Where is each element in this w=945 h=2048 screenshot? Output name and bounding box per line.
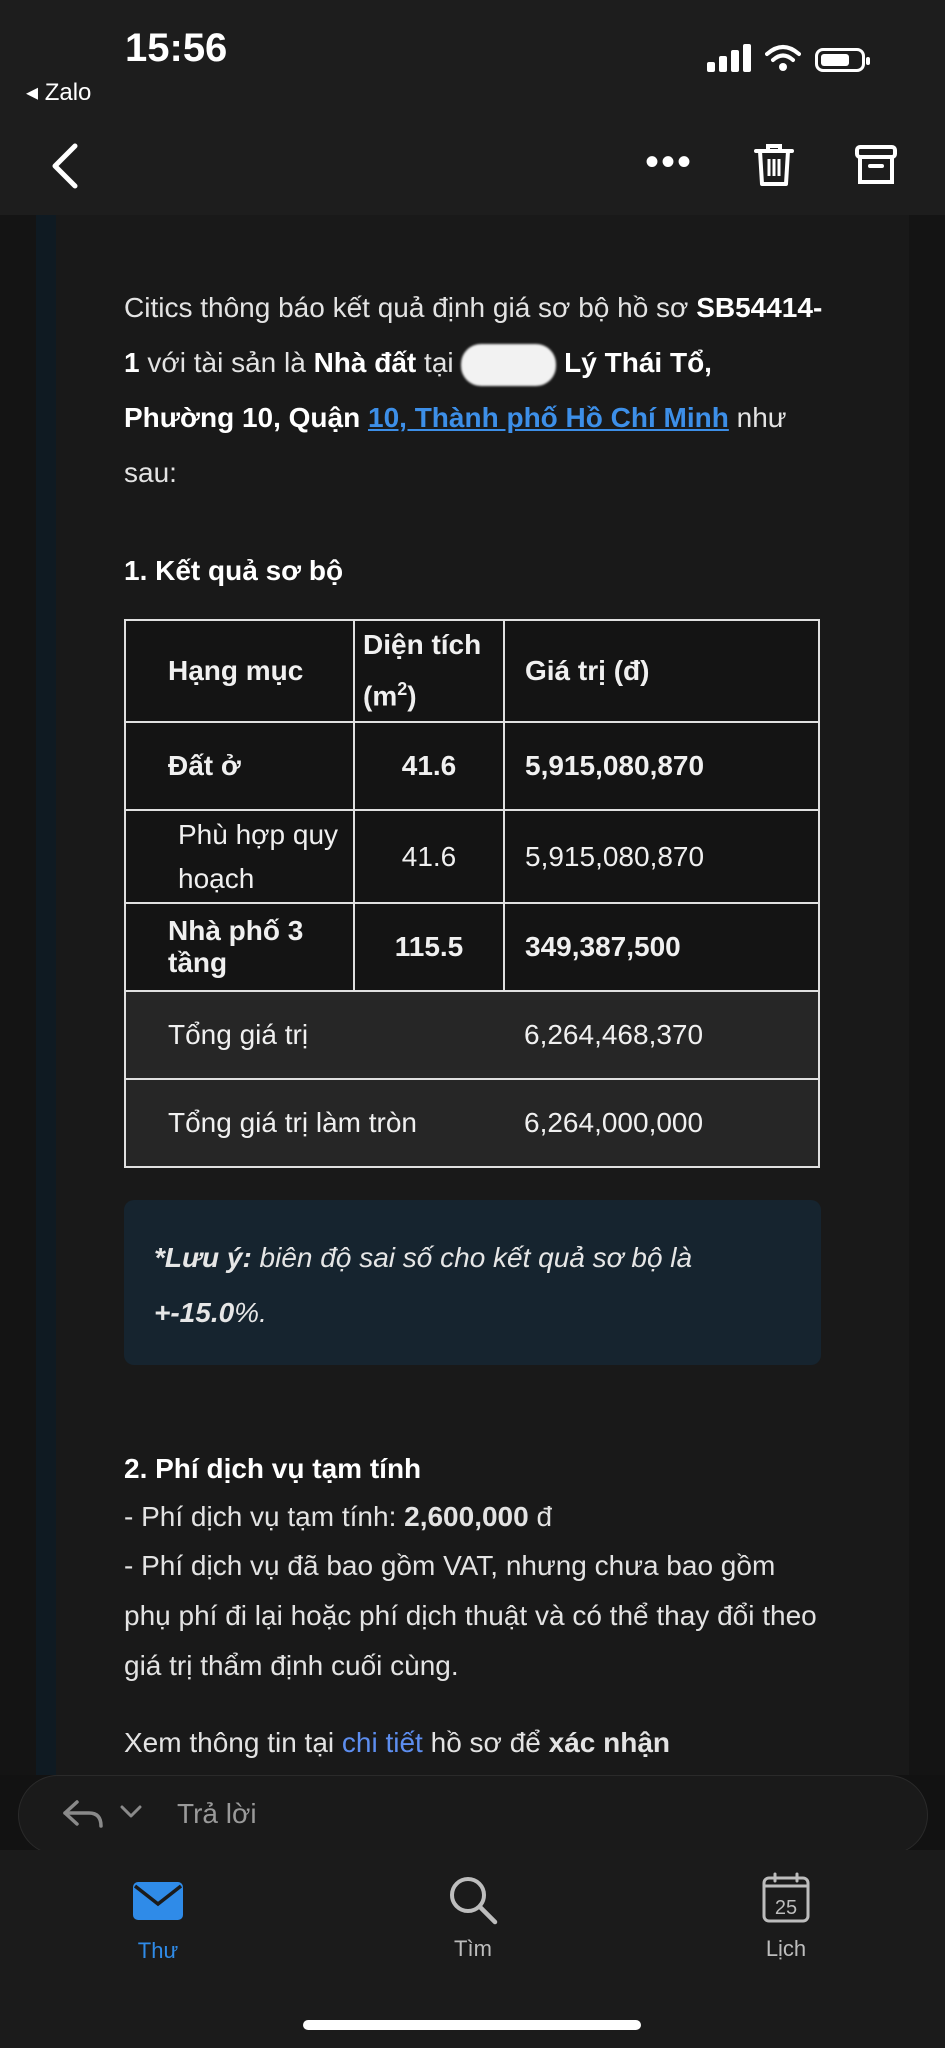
status-icons: [707, 44, 865, 72]
mail-toolbar: [0, 110, 945, 215]
intro-text-3: tại: [416, 347, 462, 378]
back-to-zalo-link[interactable]: ◂ Zalo: [26, 79, 92, 106]
trash-icon[interactable]: [752, 142, 796, 188]
note-label: *Lưu ý:: [154, 1242, 252, 1273]
cell-category: Tổng giá trị: [125, 991, 504, 1079]
cell-area: 41.6: [354, 722, 504, 810]
search-icon: [447, 1874, 499, 1926]
cell-value: 5,915,080,870: [504, 810, 819, 903]
calendar-icon: [761, 1872, 811, 1924]
signal-icon: [707, 44, 751, 72]
tab-mail-label: Thư: [137, 1938, 179, 1963]
footer-line: Xem thông tin tại chi tiết hồ sơ để xác nhận: [124, 1727, 671, 1758]
status-time: 15:56: [125, 26, 228, 70]
battery-icon: [815, 48, 865, 72]
note-value: +-15.0: [154, 1297, 235, 1328]
header-category: Hạng mục: [125, 620, 354, 722]
table-row: [125, 903, 819, 991]
table-header: [125, 620, 819, 722]
fee-line-2: - Phí dịch vụ đã bao gồm VAT, nhưng chưa bao gồm phụ phí đi lại hoặc phí dịch thuật và có thể thay đổi theo giá trị thẩm định cuối cùng.: [124, 1550, 817, 1681]
header-value: Giá trị (đ): [504, 620, 819, 722]
back-arrow-icon[interactable]: [45, 142, 85, 190]
reply-icon[interactable]: [61, 1798, 105, 1832]
section-2-title: 2. Phí dịch vụ tạm tính: [124, 1453, 422, 1484]
valuation-table: [124, 619, 820, 1168]
cell-value: 349,387,500: [504, 903, 819, 991]
case-id: SB54414-1: [124, 292, 823, 378]
address-text: Lý Thái Tổ, Phường 10, Quận: [124, 347, 712, 433]
tab-calendar[interactable]: [716, 1880, 856, 1962]
archive-icon[interactable]: [854, 144, 898, 186]
cell-value: 6,264,000,000: [504, 1079, 819, 1167]
email-intro: [124, 280, 824, 500]
fee-section: [124, 1445, 824, 1767]
status-bar: [0, 0, 945, 110]
tab-mail[interactable]: [88, 1880, 228, 1964]
note-suffix: %.: [234, 1297, 267, 1328]
tab-bar: [0, 1850, 945, 2048]
asset-type: Nhà đất: [313, 347, 417, 378]
intro-text-2: với tài sản là: [139, 347, 314, 378]
table-row: [125, 810, 819, 903]
intro-text-4: như sau:: [124, 402, 787, 488]
section-1-title: 1. Kết quả sơ bộ: [124, 555, 344, 586]
wifi-icon: [765, 44, 801, 72]
header-area: Diện tích $(m^2)$: [354, 620, 504, 722]
note-text: biên độ sai số cho kết quả sơ bộ là: [251, 1242, 693, 1273]
more-options-button[interactable]: •••: [645, 140, 694, 184]
mail-icon: [131, 1880, 185, 1922]
tab-calendar-label: Lịch: [765, 1936, 807, 1961]
fee-amount: 2,600,000: [404, 1501, 529, 1532]
table-row-total: [125, 991, 819, 1079]
redacted-address: [461, 344, 556, 386]
error-margin-note: [124, 1200, 821, 1365]
table-row-total-rounded: [125, 1079, 819, 1167]
home-indicator: [303, 2020, 641, 2030]
cell-value: 6,264,468,370: [504, 991, 819, 1079]
cell-category: Tổng giá trị làm tròn: [125, 1079, 504, 1167]
chevron-down-icon[interactable]: [119, 1804, 143, 1820]
details-link[interactable]: chi tiết: [341, 1727, 423, 1758]
fee-line-1: - Phí dịch vụ tạm tính: 2,600,000 đ: [124, 1501, 553, 1532]
cell-area: 41.6: [354, 810, 504, 903]
table-row: [125, 722, 819, 810]
svg-text:25: 25: [774, 1897, 798, 1919]
cell-value: 5,915,080,870: [504, 722, 819, 810]
address-link[interactable]: 10, Thành phố Hồ Chí Minh: [368, 402, 729, 433]
tab-search[interactable]: [403, 1880, 543, 1962]
cell-category: Đất ở: [125, 722, 354, 810]
cell-area: 115.5: [354, 903, 504, 991]
cell-category: Phù hợp quy hoạch: [125, 810, 354, 903]
intro-text: Citics thông báo kết quả định giá sơ bộ hồ sơ: [124, 292, 697, 323]
cell-category: Nhà phố 3 tầng: [125, 903, 354, 991]
reply-input[interactable]: Trả lời: [177, 1798, 257, 1829]
reply-field[interactable]: [18, 1775, 928, 1855]
tab-search-label: Tìm: [454, 1936, 492, 1961]
